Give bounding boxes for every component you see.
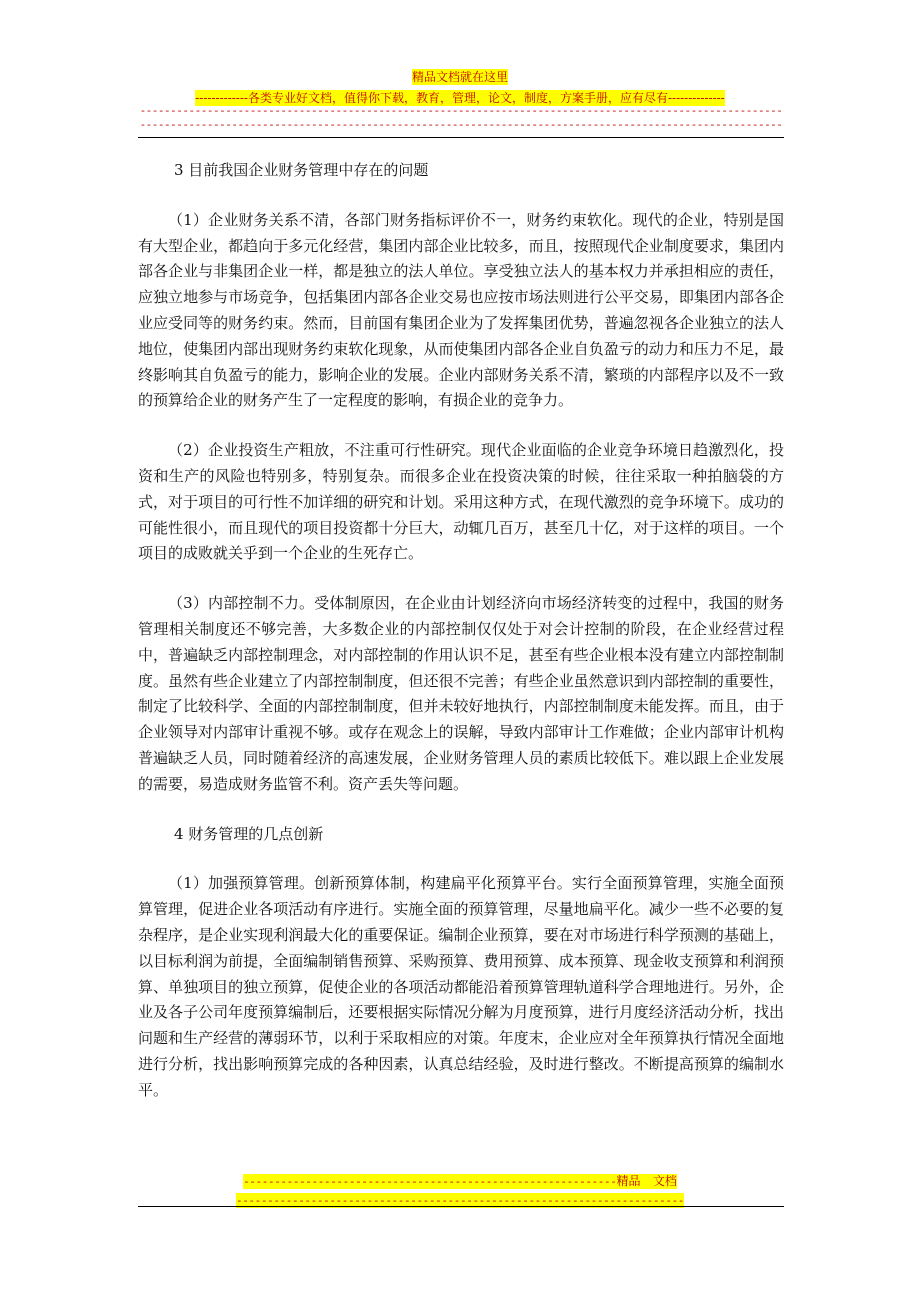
footer-line-1	[243, 1174, 677, 1189]
section-3-paragraph-1: （1）企业财务关系不清，各部门财务指标评价不一，财务约束软化。现代的企业，特别是国有大型企业，都趋向于多元化经营，集团内部企业比较多，而且，按照现代企业制度要求，集团内部各企业与非集团企业一样，都是独立的法人单位。享受独立法人的基本权力并承担相应的责任，应独立地参与市场竞争，包括集团内部各企业交易也应按市场法则进行公平交易，即集团内部各企业应受同等的财务约束。然而，目前国有集团企业为了发挥集团优势，普遍忽视各企业独立的法人地位，使集团内部出现财务约束软化现象，从而使集团内部各企业自负盈亏的动力和压力不足，最终影响其自负盈亏的能力，影响企业的发展。企业内部财务关系不清，繁琐的内部程序以及不一致的预算给企业的财务产生了一定程度的影响，有损企业的竞争力。	[138, 210, 784, 410]
header-title: 精品文档就在这里	[411, 70, 508, 84]
section-4-title: 4 财务管理的几点创新	[174, 824, 324, 843]
footer-word-2: 文档	[652, 1174, 677, 1188]
footer-line-2: ------------------------------------------------------------------------	[235, 1194, 685, 1207]
section-3-paragraph-3: （3）内部控制不力。受体制原因，在企业由计划经济向市场经济转变的过程中，我国的财务管理相关制度还不够完善，大多数企业的内部控制仅仅处于对会计控制的阶段，在企业经营过程中，普遍缺乏内部控制理念，对内部控制的作用认识不足，甚至有些企业根本没有建立内部控制制度。虽然有些企业建立了内部控制制度，但还很不完善；有些企业虽然意识到内部控制的重要性，制定了比较科学、全面的内部控制制度，但并未较好地执行，内部控制制度未能发挥。而且，由于企业领导对内部审计重视不够。或存在观念上的误解，导致内部审计工作难做；企业内部审计机构普遍缺乏人员，同时随着经济的高速发展，企业财务管理人员的素质比较低下。难以跟上企业发展的需要，易造成财务监管不利。资产丢失等问题。	[138, 594, 784, 793]
footer-dashes-1: ------------------------------------------------------------	[243, 1175, 617, 1188]
page-header	[0, 66, 920, 106]
header-tagline: -------------各类专业好文档，值得你下载，教育，管理，论文，制度，方案手册，应有尽有--------------	[195, 91, 725, 105]
section-3-paragraph-2: （2）企业投资生产粗放，不注重可行性研究。现代企业面临的企业竞争环境日趋激烈化，投资和生产的风险也特别多，特别复杂。而很多企业在投资决策的时候，往往采取一种拍脑袋的方式，对于项目的可行性不加详细的研究和计划。采用这种方式，在现代激烈的竞争环境下。成功的可能性很小，而且现代的项目投资都十分巨大，动辄几百万，甚至几十亿，对于这样的项目。一个项目的成败就关乎到一个企业的生死存亡。	[138, 441, 784, 563]
header-dash-line: ------------------------------------------------------------------------------------------------------------------------------------------------------------------------------------------------------------------	[139, 104, 783, 131]
footer-rule	[138, 1206, 784, 1207]
document-body	[138, 150, 784, 1104]
footer-word-1: 精品	[616, 1174, 641, 1188]
page-footer	[0, 1170, 920, 1208]
section-3-title: 3 目前我国企业财务管理中存在的问题	[174, 161, 429, 179]
section-4-paragraph-1: （1）加强预算管理。创新预算体制，构建扁平化预算平台。实行全面预算管理，实施全面预算管理，促进企业各项活动有序进行。实施全面的预算管理，尽量地扁平化。减少一些不必要的复杂程序，是企业实现利润最大化的重要保证。编制企业预算，要在对市场进行科学预测的基础上，以目标利润为前提，全面编制销售预算、采购预算、费用预算、成本预算、现金收支预算和利润预算、单独项目的独立预算，促使企业的各项活动都能沿着预算管理轨道科学合理地进行。另外，企业及各子公司年度预算编制后，还要根据实际情况分解为月度预算，进行月度经济活动分析，找出问题和生产经营的薄弱环节，以利于采取相应的对策。年度末，企业应对全年预算执行情况全面地进行分析，找出影响预算完成的各种因素，认真总结经验，及时进行整改。不断提高预算的编制水平。	[138, 874, 784, 1099]
header-rule	[138, 137, 784, 138]
